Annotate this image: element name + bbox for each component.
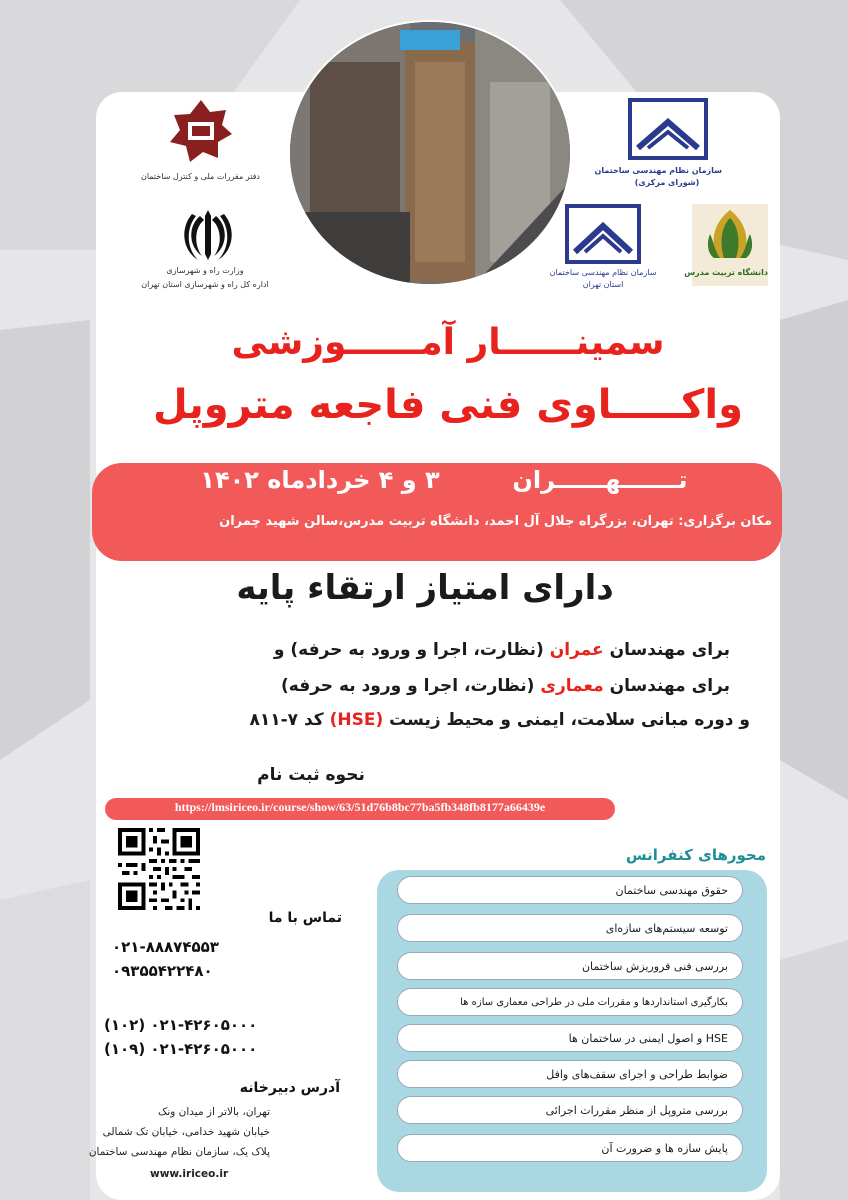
eligibility-line-2-pre: برای مهندسان [609,676,730,696]
engineering-council-central-caption-1: سازمان نظام مهندسی ساختمان [594,166,722,175]
phone-4[interactable]: ۰۲۱-۴۲۶۰۵۰۰۰ (۱۰۹) [104,1040,258,1058]
engineering-council-central-logo [628,98,708,164]
hse-label: (HSE) [329,710,384,730]
topic-item: بررسی متروپل از منظر مقررات اجرائی [397,1096,743,1124]
modares-university-caption: دانشگاه تربیت مدرس [684,268,768,277]
architecture-label: معماری [540,676,604,696]
score-heading: دارای امتیاز ارتقاء پایه [236,568,614,608]
engineering-council-central-caption-2: (شورای مرکزی) [634,178,700,187]
phone-3[interactable]: ۰۲۱-۴۲۶۰۵۰۰۰ (۱۰۲) [104,1016,258,1034]
phone-1[interactable]: ۰۲۱-۸۸۸۷۴۵۵۳ [112,938,219,956]
address-line-1: تهران، بالاتر از میدان ونک [157,1106,270,1118]
topic-item: توسعه سیستم‌های سازه‌ای [397,914,743,942]
eligibility-line-1-pre: برای مهندسان [609,640,730,660]
address-heading: آدرس دبیرخانه [239,1080,340,1096]
topic-item: بررسی فنی فروریزش ساختمان [397,952,743,980]
event-venue: مکان برگزاری: تهران، بزرگراه جلال آل احمد، دانشگاه تربیت مدرس،سالن شهید چمران [219,514,772,529]
building-photo [290,22,570,284]
event-city: تـــــــهــــــران [512,466,688,494]
qr-code[interactable] [118,828,200,910]
title-line-1: سمینــــــار آمــــــوزشی [231,322,665,363]
address-line-2: خیابان شهید خدامی، خیابان تک شمالی [102,1126,270,1138]
national-regulations-logo [168,98,234,168]
website-link[interactable]: www.iriceo.ir [150,1168,229,1180]
eligibility-line-3-pre: و دوره مبانی سلامت، ایمنی و محیط زیست [389,710,750,730]
topics-heading: محورهای کنفرانس [625,846,766,864]
engineering-council-tehran-logo [565,204,641,268]
eligibility-line-3-post: کد ۷-۸۱۱ [249,710,324,730]
eligibility-line-1 [120,640,730,660]
topic-item: حقوق مهندسی ساختمان [397,876,743,904]
eligibility-line-2 [120,676,730,696]
registration-heading: نحوه ثبت نام [257,765,365,785]
national-regulations-caption: دفتر مقررات ملی و کنترل ساختمان [140,172,260,181]
topic-item: HSE و اصول ایمنی در ساختمان ها [397,1024,743,1052]
topic-item: پایش سازه ها و ضرورت آن [397,1134,743,1162]
iran-emblem-icon [178,206,238,266]
address-line-3: پلاک یک، سازمان نظام مهندسی ساختمان [88,1146,270,1158]
ministry-caption-2: اداره کل راه و شهرسازی استان تهران [141,280,269,289]
phone-2[interactable]: ۰۹۳۵۵۴۲۲۴۸۰ [112,962,213,980]
engineering-council-tehran-caption-2: استان تهران [582,280,624,289]
topic-item: بکارگیری استانداردها و مقررات ملی در طراحی معماری سازه ها [397,988,743,1016]
contact-heading: تماس با ما [268,910,342,926]
event-date: ۳ و ۴ خردادماه ۱۴۰۲ [200,466,440,494]
civil-engineering-label: عمران [549,640,604,660]
eligibility-line-2-post: (نظارت، اجرا و ورود به حرفه) [281,676,535,696]
topic-item: ضوابط طراحی و اجرای سقف‌های وافل [397,1060,743,1088]
ministry-caption-1: وزارت راه و شهرسازی [166,266,244,275]
eligibility-line-1-post: (نظارت، اجرا و ورود به حرفه) و [273,640,544,660]
eligibility-line-3 [120,710,750,730]
registration-link[interactable]: https://lmsiriceo.ir/course/show/63/51d76b8bc77ba5fb348fb8177a66439e [174,800,546,814]
engineering-council-tehran-caption-1: سازمان نظام مهندسی ساختمان [549,268,657,277]
title-line-2: واکـــــاوی فنی فاجعه متروپل [153,382,743,428]
